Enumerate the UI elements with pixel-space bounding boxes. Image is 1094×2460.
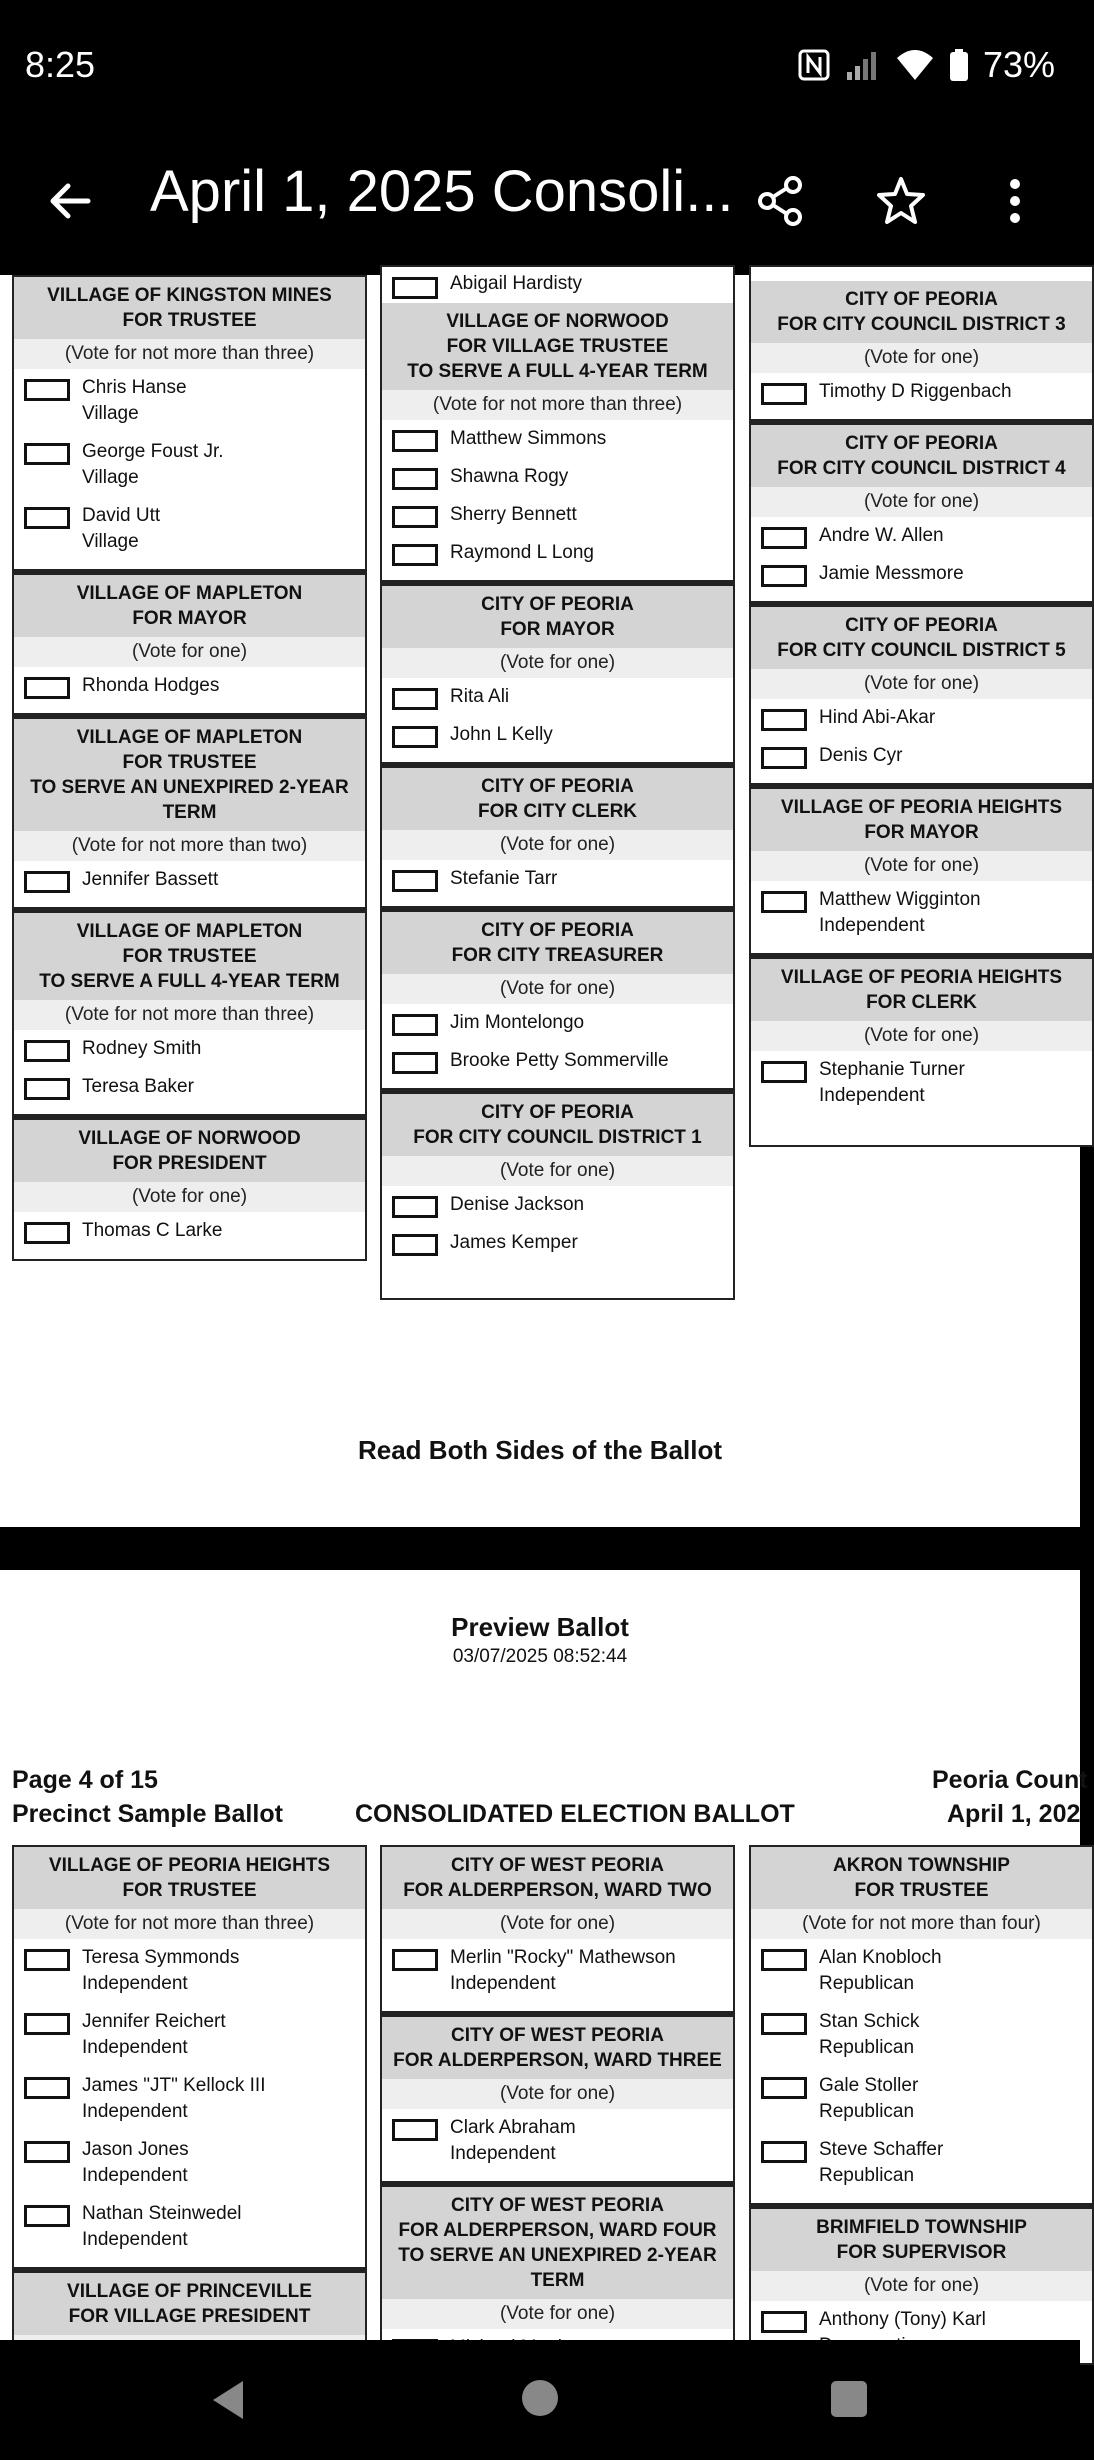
race bbox=[14, 569, 365, 713]
ballot-page-3[interactable] bbox=[0, 275, 1080, 1527]
candidate-name: Andre W. Allen bbox=[819, 525, 944, 546]
race-title: CITY OF WEST PEORIA FOR ALDERPERSON, WARD TWO bbox=[382, 1847, 733, 1909]
battery-percent: 73% bbox=[982, 44, 1055, 85]
election-date: April 1, 202 bbox=[947, 1800, 1081, 1828]
race-title: VILLAGE OF PEORIA HEIGHTS FOR CLERK bbox=[751, 953, 1092, 1021]
ballot-column-2 bbox=[380, 265, 735, 1300]
race bbox=[751, 601, 1092, 783]
race-title: VILLAGE OF MAPLETON FOR TRUSTEE TO SERVE A FULL 4-YEAR TERM bbox=[14, 907, 365, 1000]
candidate[interactable] bbox=[382, 267, 733, 303]
arrow-left-icon bbox=[46, 177, 94, 225]
candidate[interactable] bbox=[751, 699, 1092, 737]
star-icon bbox=[875, 175, 927, 227]
page-number: Page 4 of 15 bbox=[12, 1766, 158, 1794]
ballot-column-1 bbox=[12, 1845, 367, 2365]
candidate[interactable] bbox=[382, 1004, 733, 1042]
candidate-name: Stefanie Tarr bbox=[450, 868, 558, 889]
candidate[interactable] bbox=[751, 555, 1092, 593]
square-recents-icon bbox=[828, 2378, 870, 2420]
race-instructions: (Vote for not more than three) bbox=[382, 390, 733, 420]
candidate[interactable] bbox=[382, 1224, 733, 1262]
share-icon bbox=[755, 175, 807, 227]
vote-checkbox[interactable] bbox=[392, 688, 438, 710]
candidate[interactable] bbox=[14, 861, 365, 899]
race-instructions: (Vote for one) bbox=[14, 1182, 365, 1212]
race-title: CITY OF PEORIA FOR CITY COUNCIL DISTRICT 1 bbox=[382, 1088, 733, 1156]
nfc-icon bbox=[797, 48, 831, 82]
candidate[interactable] bbox=[751, 1939, 1092, 2003]
vote-checkbox[interactable] bbox=[392, 544, 438, 566]
document-title: April 1, 2025 Consoli... bbox=[150, 159, 734, 224]
candidate-name: Timothy D Riggenbach bbox=[819, 381, 1012, 402]
race bbox=[14, 1114, 365, 1258]
vote-checkbox[interactable] bbox=[761, 1949, 807, 1971]
race-title: VILLAGE OF PEORIA HEIGHTS FOR MAYOR bbox=[751, 783, 1092, 851]
race-title: VILLAGE OF NORWOOD FOR PRESIDENT bbox=[14, 1114, 365, 1182]
race-instructions: (Vote for one) bbox=[382, 1909, 733, 1939]
candidate-name: Brooke Petty Sommerville bbox=[450, 1050, 669, 1071]
candidate-name: Clark Abraham Independent bbox=[450, 2117, 576, 2164]
candidate[interactable] bbox=[382, 458, 733, 496]
candidate[interactable] bbox=[14, 433, 365, 497]
share-button[interactable] bbox=[746, 166, 816, 236]
candidate[interactable] bbox=[14, 2131, 365, 2195]
candidate[interactable] bbox=[14, 2003, 365, 2067]
vote-checkbox[interactable] bbox=[761, 2311, 807, 2333]
race-instructions: (Vote for one) bbox=[382, 830, 733, 860]
more-vert-icon bbox=[1005, 175, 1025, 227]
candidate-name: Teresa Baker bbox=[82, 1076, 194, 1097]
vote-checkbox[interactable] bbox=[392, 430, 438, 452]
vote-checkbox[interactable] bbox=[24, 1040, 70, 1062]
vote-checkbox[interactable] bbox=[761, 1061, 807, 1083]
app-bar bbox=[0, 130, 1080, 275]
race-title: VILLAGE OF MAPLETON FOR MAYOR bbox=[14, 569, 365, 637]
race-instructions: (Vote for not more than three) bbox=[14, 1909, 365, 1939]
race bbox=[751, 1847, 1092, 2203]
county-name: Peoria Count bbox=[932, 1766, 1088, 1794]
vote-checkbox[interactable] bbox=[24, 2205, 70, 2227]
ballot-name: CONSOLIDATED ELECTION BALLOT bbox=[355, 1800, 795, 1828]
nav-home-button[interactable] bbox=[518, 2376, 562, 2420]
candidate-name: Thomas C Larke bbox=[82, 1220, 223, 1241]
race-title: VILLAGE OF PRINCEVILLE FOR VILLAGE PRESIDENT bbox=[14, 2267, 365, 2335]
candidate-name: Raymond L Long bbox=[450, 542, 595, 563]
race-title: AKRON TOWNSHIP FOR TRUSTEE bbox=[751, 1847, 1092, 1909]
nav-back-button[interactable] bbox=[205, 2375, 255, 2425]
preview-ballot-title: Preview Ballot bbox=[451, 1612, 629, 1642]
vote-checkbox[interactable] bbox=[24, 1078, 70, 1100]
more-options-button[interactable] bbox=[980, 166, 1050, 236]
candidate[interactable] bbox=[382, 420, 733, 458]
race bbox=[382, 303, 733, 580]
vote-checkbox[interactable] bbox=[761, 527, 807, 549]
candidate-name: James "JT" Kellock III Independent bbox=[82, 2075, 266, 2122]
candidate[interactable] bbox=[14, 369, 365, 433]
race-instructions: (Vote for not more than three) bbox=[14, 339, 365, 369]
race-title: CITY OF PEORIA FOR CITY COUNCIL DISTRICT 5 bbox=[751, 601, 1092, 669]
vote-checkbox[interactable] bbox=[392, 468, 438, 490]
race-instructions: (Vote for one) bbox=[751, 2271, 1092, 2301]
race-instructions: (Vote for not more than four) bbox=[751, 1909, 1092, 1939]
race-title: CITY OF WEST PEORIA FOR ALDERPERSON, WARD FOUR TO SERVE AN UNEXPIRED 2-YEAR TERM bbox=[382, 2181, 733, 2299]
candidate[interactable] bbox=[14, 667, 365, 705]
vote-checkbox[interactable] bbox=[24, 2141, 70, 2163]
candidate-name: Anthony (Tony) Karl bbox=[819, 2309, 986, 2330]
candidate[interactable] bbox=[382, 678, 733, 716]
preview-ballot-date: 03/07/2025 08:52:44 bbox=[452, 1646, 628, 1667]
candidate[interactable] bbox=[382, 1042, 733, 1080]
vote-checkbox[interactable] bbox=[392, 1196, 438, 1218]
triangle-back-icon bbox=[205, 2375, 255, 2425]
vote-checkbox[interactable] bbox=[24, 507, 70, 529]
race-title: VILLAGE OF MAPLETON FOR TRUSTEE TO SERVE AN UNEXPIRED 2-YEAR TERM bbox=[14, 713, 365, 831]
race-instructions: (Vote for one) bbox=[382, 2079, 733, 2109]
race bbox=[382, 2011, 733, 2181]
vote-checkbox[interactable] bbox=[392, 726, 438, 748]
candidate-name: Matthew Wigginton Independent bbox=[819, 889, 981, 936]
candidate[interactable] bbox=[382, 860, 733, 898]
vote-checkbox[interactable] bbox=[24, 2013, 70, 2035]
race-instructions: (Vote for one) bbox=[751, 1021, 1092, 1051]
ballot-page-4[interactable] bbox=[0, 1570, 1088, 2340]
candidate[interactable] bbox=[14, 2195, 365, 2259]
candidate[interactable] bbox=[751, 881, 1092, 945]
candidate[interactable] bbox=[14, 1212, 365, 1250]
candidate-name: Chris Hanse Village bbox=[82, 377, 187, 424]
signal-icon bbox=[845, 48, 881, 82]
candidate-name: David Utt Village bbox=[82, 505, 161, 552]
race bbox=[14, 713, 365, 907]
vote-checkbox[interactable] bbox=[392, 506, 438, 528]
candidate-name: Jennifer Bassett bbox=[82, 869, 219, 890]
candidate-name: John L Kelly bbox=[450, 724, 553, 745]
race bbox=[382, 906, 733, 1088]
candidate-name: Jim Montelongo bbox=[450, 1012, 585, 1033]
race-title: VILLAGE OF NORWOOD FOR VILLAGE TRUSTEE TO SERVE A FULL 4-YEAR TERM bbox=[382, 303, 733, 390]
candidate[interactable] bbox=[382, 1186, 733, 1224]
race-title: VILLAGE OF KINGSTON MINES FOR TRUSTEE bbox=[14, 277, 365, 339]
vote-checkbox[interactable] bbox=[24, 379, 70, 401]
candidate-name: Stan Schick Republican bbox=[819, 2011, 920, 2058]
race bbox=[751, 419, 1092, 601]
race-instructions: (Vote for one) bbox=[751, 851, 1092, 881]
candidate-name: Nathan Steinwedel Independent bbox=[82, 2203, 242, 2250]
vote-checkbox[interactable] bbox=[24, 1222, 70, 1244]
race-instructions: (Vote for not more than two) bbox=[14, 831, 365, 861]
race bbox=[14, 907, 365, 1114]
vote-checkbox[interactable] bbox=[24, 677, 70, 699]
candidate[interactable] bbox=[14, 497, 365, 561]
vote-checkbox[interactable] bbox=[761, 2077, 807, 2099]
race-instructions: (Vote for one) bbox=[751, 487, 1092, 517]
candidate-name: Denise Jackson bbox=[450, 1194, 585, 1215]
race-instructions: (Vote for one) bbox=[382, 1156, 733, 1186]
candidate[interactable] bbox=[382, 2109, 733, 2173]
candidate-name: Jennifer Reichert Independent bbox=[82, 2011, 226, 2058]
vote-checkbox[interactable] bbox=[392, 2119, 438, 2141]
vote-checkbox[interactable] bbox=[761, 565, 807, 587]
ballot-column-2 bbox=[380, 1845, 735, 2365]
race-title: CITY OF WEST PEORIA FOR ALDERPERSON, WARD THREE bbox=[382, 2011, 733, 2079]
ballot-column-3 bbox=[749, 265, 1094, 1147]
star-button[interactable] bbox=[866, 166, 936, 236]
vote-checkbox[interactable] bbox=[24, 2077, 70, 2099]
race bbox=[382, 1088, 733, 1270]
candidate-name: Steve Schaffer Republican bbox=[819, 2139, 944, 2186]
candidate-name: Matthew Simmons bbox=[450, 428, 607, 449]
candidate-name: George Foust Jr. Village bbox=[82, 441, 224, 488]
candidate-name: Abigail Hardisty bbox=[450, 273, 582, 294]
circle-home-icon bbox=[518, 2376, 562, 2420]
wifi-icon bbox=[895, 48, 935, 82]
vote-checkbox[interactable] bbox=[761, 2013, 807, 2035]
status-icons bbox=[797, 44, 1055, 86]
candidate-name: Jason Jones Independent bbox=[82, 2139, 189, 2186]
candidate[interactable] bbox=[14, 1068, 365, 1106]
candidate[interactable] bbox=[14, 1030, 365, 1068]
candidate-name: Alan Knobloch Republican bbox=[819, 1947, 942, 1994]
vote-checkbox[interactable] bbox=[761, 383, 807, 405]
race-instructions: (Vote for one) bbox=[382, 974, 733, 1004]
race bbox=[14, 277, 365, 569]
vote-checkbox[interactable] bbox=[392, 1949, 438, 1971]
candidate[interactable] bbox=[751, 517, 1092, 555]
vote-checkbox[interactable] bbox=[24, 443, 70, 465]
race bbox=[382, 762, 733, 906]
vote-checkbox[interactable] bbox=[392, 1052, 438, 1074]
candidate[interactable] bbox=[382, 716, 733, 754]
vote-checkbox[interactable] bbox=[392, 1234, 438, 1256]
race-instructions: (Vote for one) bbox=[14, 637, 365, 667]
candidate-name: Rodney Smith bbox=[82, 1038, 202, 1059]
back-button[interactable] bbox=[35, 166, 105, 236]
candidate-name: Hind Abi-Akar bbox=[819, 707, 936, 728]
candidate[interactable] bbox=[751, 373, 1092, 411]
candidate-name: Gale Stoller Republican bbox=[819, 2075, 919, 2122]
race bbox=[751, 783, 1092, 953]
vote-checkbox[interactable] bbox=[24, 871, 70, 893]
candidate[interactable] bbox=[751, 2003, 1092, 2067]
vote-checkbox[interactable] bbox=[392, 277, 438, 299]
vote-checkbox[interactable] bbox=[761, 747, 807, 769]
race-title: CITY OF PEORIA FOR CITY CLERK bbox=[382, 762, 733, 830]
candidate-name: Teresa Symmonds Independent bbox=[82, 1947, 240, 1994]
candidate-name: Denis Cyr bbox=[819, 745, 903, 766]
candidate-name: Rhonda Hodges bbox=[82, 675, 220, 696]
sample-ballot-label: Precinct Sample Ballot bbox=[12, 1800, 283, 1828]
candidate-name: Sherry Bennett bbox=[450, 504, 577, 525]
vote-checkbox[interactable] bbox=[761, 891, 807, 913]
candidate-name: Merlin "Rocky" Mathewson Independent bbox=[450, 1947, 676, 1994]
candidate[interactable] bbox=[751, 737, 1092, 775]
race-title: CITY OF PEORIA FOR CITY COUNCIL DISTRICT 3 bbox=[751, 281, 1092, 343]
candidate[interactable] bbox=[14, 1939, 365, 2003]
race-title: CITY OF PEORIA FOR MAYOR bbox=[382, 580, 733, 648]
candidate[interactable] bbox=[382, 496, 733, 534]
candidate[interactable] bbox=[382, 1939, 733, 2003]
status-time: 8:25 bbox=[25, 44, 96, 85]
race-title: CITY OF PEORIA FOR CITY COUNCIL DISTRICT 4 bbox=[751, 419, 1092, 487]
candidate-name: Rita Ali bbox=[450, 686, 510, 707]
candidate[interactable] bbox=[751, 2131, 1092, 2195]
race-instructions: (Vote for not more than three) bbox=[14, 1000, 365, 1030]
nav-recents-button[interactable] bbox=[828, 2378, 870, 2420]
status-bar bbox=[0, 0, 1080, 130]
battery-icon bbox=[949, 48, 969, 82]
race bbox=[751, 953, 1092, 1123]
race bbox=[14, 1847, 365, 2267]
system-nav-bar bbox=[0, 2340, 1080, 2460]
candidate-name: James Kemper bbox=[450, 1232, 578, 1253]
ballot-column-1 bbox=[12, 275, 367, 1261]
race-title: VILLAGE OF PEORIA HEIGHTS FOR TRUSTEE bbox=[14, 1847, 365, 1909]
candidate[interactable] bbox=[751, 1051, 1092, 1115]
candidate-name: Jamie Messmore bbox=[819, 563, 964, 584]
candidate[interactable] bbox=[382, 534, 733, 572]
vote-checkbox[interactable] bbox=[24, 1949, 70, 1971]
candidate[interactable] bbox=[751, 2067, 1092, 2131]
candidate-name: Stephanie Turner Independent bbox=[819, 1059, 965, 1106]
race-instructions: (Vote for one) bbox=[751, 669, 1092, 699]
ballot-column-3 bbox=[749, 1845, 1094, 2365]
vote-checkbox[interactable] bbox=[392, 870, 438, 892]
candidate-name: Shawna Rogy bbox=[450, 466, 569, 487]
race-instructions: (Vote for one) bbox=[382, 2299, 733, 2329]
race bbox=[751, 281, 1092, 419]
race-instructions: (Vote for one) bbox=[751, 343, 1092, 373]
race bbox=[382, 580, 733, 762]
candidate[interactable] bbox=[14, 2067, 365, 2131]
vote-checkbox[interactable] bbox=[761, 2141, 807, 2163]
race-title: BRIMFIELD TOWNSHIP FOR SUPERVISOR bbox=[751, 2203, 1092, 2271]
race bbox=[382, 1847, 733, 2011]
race-title: CITY OF PEORIA FOR CITY TREASURER bbox=[382, 906, 733, 974]
race-instructions: (Vote for one) bbox=[382, 648, 733, 678]
vote-checkbox[interactable] bbox=[761, 709, 807, 731]
read-both-sides-notice: Read Both Sides of the Ballot bbox=[357, 1435, 723, 1465]
vote-checkbox[interactable] bbox=[392, 1014, 438, 1036]
